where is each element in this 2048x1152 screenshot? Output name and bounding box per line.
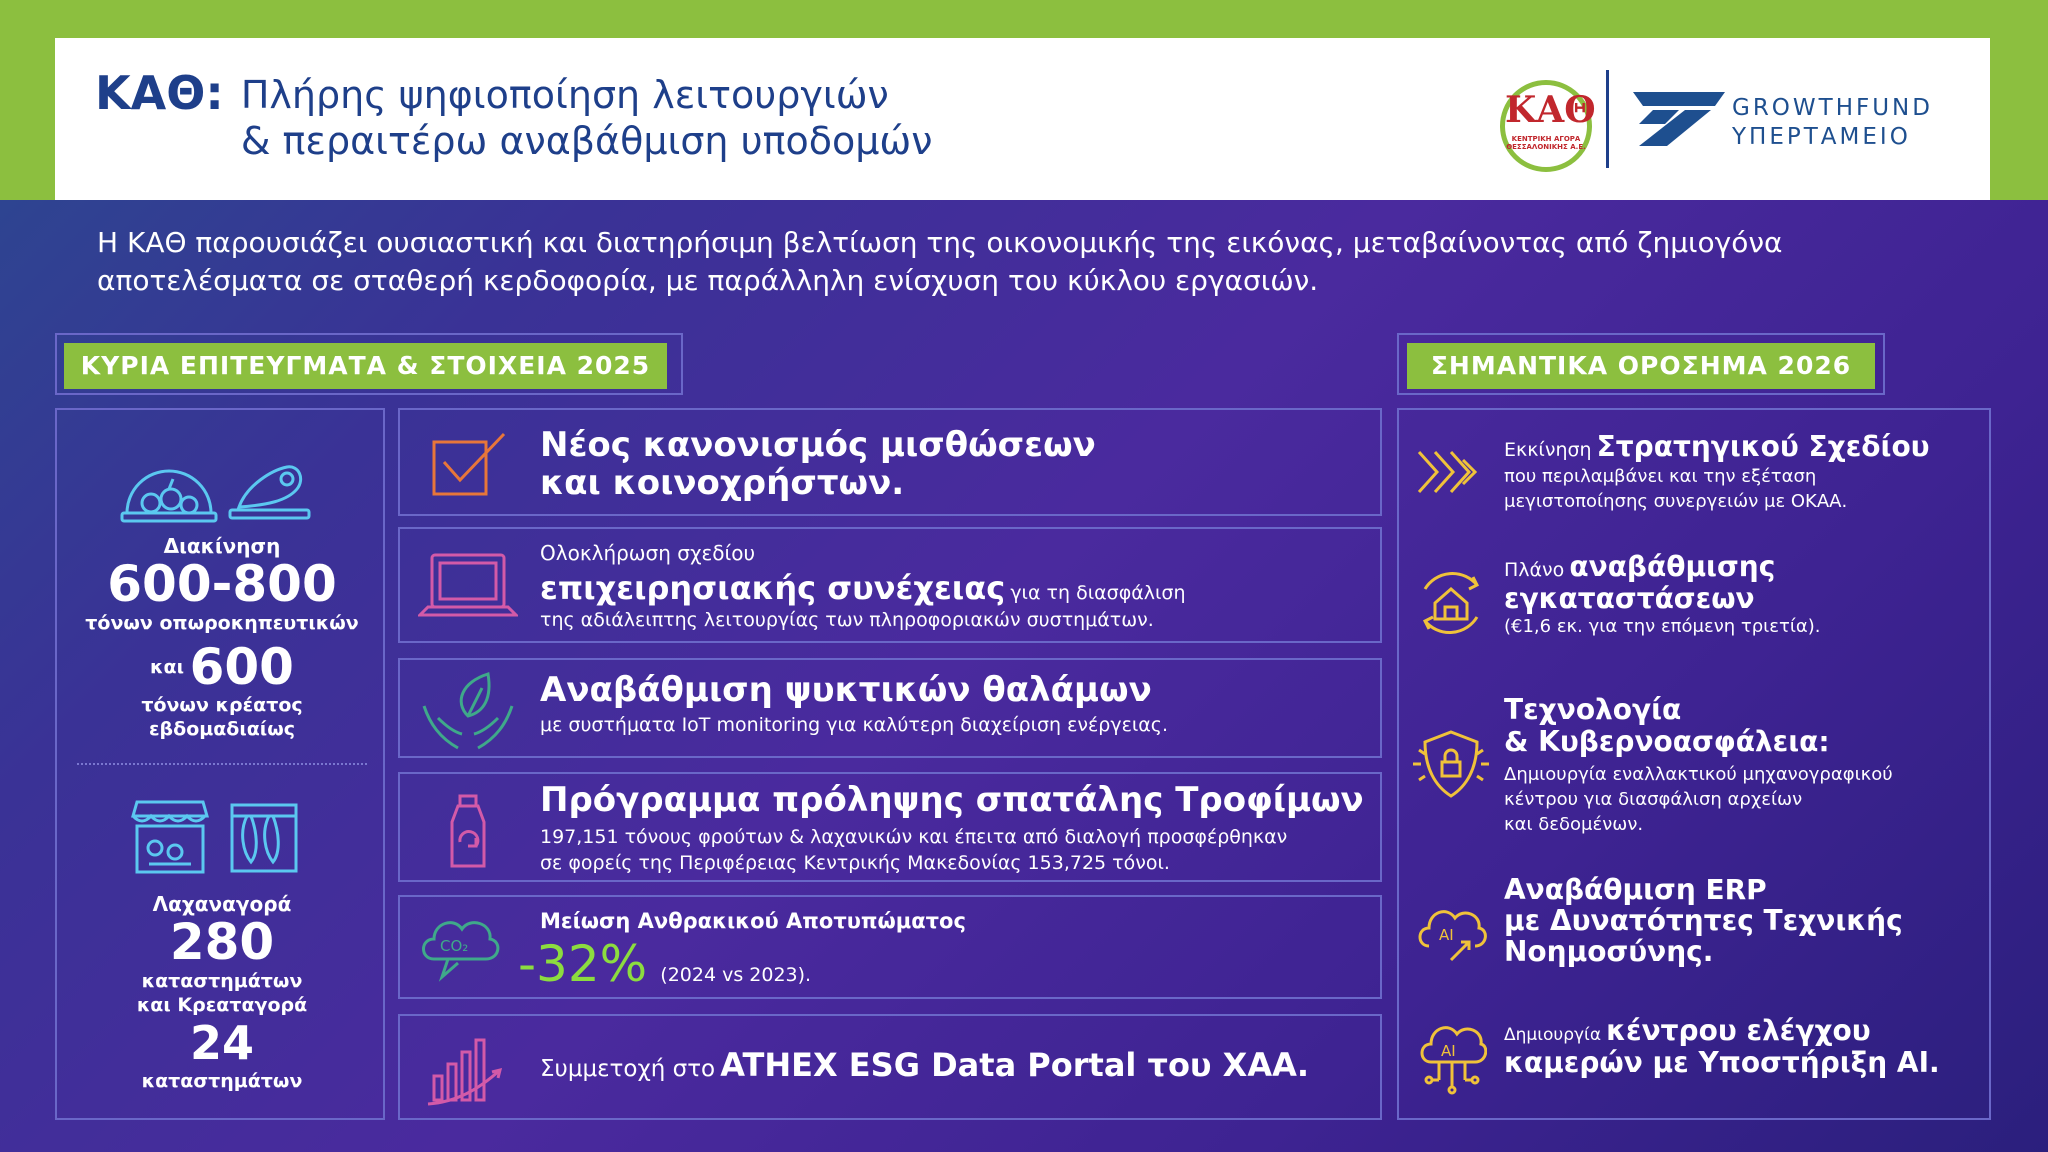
market-stall-icon [129,798,211,876]
carbon-note: (2024 vs 2023). [660,964,812,986]
esg-title: ATHEX ESG Data Portal του ΧΑΑ. [720,1046,1310,1084]
recycle-bottle-icon [438,792,498,872]
cooling-desc: με συστήματα IoT monitoring για καλύτερη διαχείριση ενέργειας. [540,714,1168,736]
page-title [95,66,932,164]
meat-value: 600 [189,638,294,696]
leasing-title-1: Νέος κανονισμός μισθώσεων [540,425,1096,465]
stats-column [55,408,385,1120]
erp-title-1: Αναβάθμιση ERP [1504,873,1767,906]
achievement-item-esg [398,1014,1382,1120]
meat-hanging-icon [229,802,299,874]
meat-cut-icon [227,455,312,525]
esg-pre: Συμμετοχή στο [540,1056,716,1082]
facilities-pre: Πλάνο [1504,559,1565,581]
cyber-title-2: & Κυβερνοασφάλεια: [1504,725,1830,758]
cooling-title: Αναβάθμιση ψυκτικών θαλάμων [540,670,1152,710]
and-word: και [150,656,184,678]
meat-market-label: και Κρεαταγορά [136,994,308,1016]
erp-title-3: Νοημοσύνης. [1504,935,1714,968]
meat-market-value: 24 [189,1016,254,1070]
cyber-line-1: Δημιουργία εναλλακτικού μηχανογραφικού [1504,764,1893,785]
achievement-item-cooling [398,658,1382,758]
meat-unit-1: τόνων κρέατος [141,694,303,716]
meat-market-unit: καταστημάτων [141,1070,303,1092]
strategy-title: Στρατηγικού Σχεδίου [1596,430,1930,463]
facilities-title: αναβάθμισης [1569,550,1776,583]
food-waste-line-1: 197,151 τόνους φρούτων & λαχανικών και έπειτα από διαλογή προσφέρθηκαν [540,826,1288,848]
right-section-label: ΣΗΜΑΝΤΙΚΑ ΟΡΟΣΗΜΑ 2026 [1407,343,1875,389]
growthfund-logo-text: GROWTHFUND ΥΠΕΡΤΑΜΕΙΟ [1732,95,1933,150]
facilities-title-2: εγκαταστάσεων [1504,582,1755,615]
continuity-pre: Ολοκλήρωση σχεδίου [540,541,756,565]
kath-logo: ΚΑΘ ΚΕΝΤΡΙΚΗ ΑΓΟΡΑ ΘΕΣΣΑΛΟΝΙΚΗΣ Α.Ε. [1500,80,1592,172]
milestones-column [1397,408,1991,1120]
cyber-line-3: και δεδομένων. [1504,814,1644,835]
handling-value: 600-800 [107,555,337,613]
achievement-item-carbon [398,895,1382,999]
continuity-title: επιχειρησιακής συνέχειας [540,569,1006,607]
handling-unit: τόνων οπωροκηπευτικών [85,612,359,634]
forward-chevrons-icon [1415,446,1487,498]
strategy-line-2: μεγιστοποίησης συνεργειών με ΟΚΑΑ. [1504,491,1848,512]
achievement-item-food-waste [398,772,1382,882]
market-value: 280 [169,913,275,971]
checkbox-check-icon [430,430,510,500]
produce-dome-icon [119,445,219,525]
title-abbreviation: ΚΑΘ: [95,66,224,120]
carbon-title: Μείωση Ανθρακικού Αποτυπώματος [540,909,966,933]
co2-cloud-icon [418,911,502,983]
continuity-desc: της αδιάλειπτης λειτουργίας των πληροφοριακών συστημάτων. [540,609,1154,631]
left-section-label: ΚΥΡΙΑ ΕΠΙΤΕΥΓΜΑΤΑ & ΣΤΟΙΧΕΙΑ 2025 [64,343,667,389]
home-upgrade-icon [1413,565,1489,641]
leasing-title-2: και κοινοχρήστων. [540,463,905,503]
title-line-2: & περαιτέρω αναβάθμιση υποδομών [240,119,933,163]
food-waste-title: Πρόγραμμα πρόληψης σπατάλης Τροφίμων [540,780,1364,820]
cameras-pre: Δημιουργία [1504,1025,1602,1045]
erp-title-2: με Δυνατότητες Τεχνικής [1504,904,1903,937]
svg-text:AI: AI [1439,926,1454,944]
achievement-item-leasing [398,408,1382,516]
cyber-line-2: κέντρου για διασφάλιση αρχείων [1504,789,1803,810]
ai-cloud-circuit-icon [1417,1022,1487,1096]
shield-lock-icon [1411,728,1491,800]
bar-growth-icon [426,1030,506,1108]
handling-label: Διακίνηση [163,534,281,558]
cameras-title-2: καμερών με Υποστήριξη ΑΙ. [1504,1046,1940,1079]
ai-cloud-icon [1415,900,1487,964]
svg-text:CO₂: CO₂ [440,937,469,955]
stats-divider [77,763,367,765]
continuity-tail: για τη διασφάλιση [1010,582,1186,604]
leaf-hands-icon [418,668,518,752]
svg-text:AI: AI [1441,1042,1456,1060]
strategy-line-1: που περιλαμβάνει και την εξέταση [1504,466,1817,487]
intro-paragraph: Η ΚΑΘ παρουσιάζει ουσιαστική και διατηρήσιμη βελτίωση της οικονομικής της εικόνας, μεταβαίνοντας από ζημιογόνα αποτελέσματα σε σταθερή κερδοφορία, με παράλληλη ενίσχυση του κύκλου εργασιών. [97,226,1783,297]
title-line-1: Πλήρης ψηφιοποίηση λειτουργιών [240,73,889,117]
market-unit: καταστημάτων [141,970,303,992]
achievement-item-continuity [398,527,1382,643]
facilities-desc: (€1,6 εκ. για την επόμενη τριετία). [1504,616,1821,637]
cameras-title: κέντρου ελέγχου [1606,1014,1871,1047]
meat-unit-2: εβδομαδιαίως [148,718,295,740]
logo-divider [1606,70,1609,168]
laptop-icon [418,551,518,626]
food-waste-line-2: σε φορείς της Περιφέρειας Κεντρικής Μακεδονίας 153,725 τόνοι. [540,852,1170,874]
market-label: Λαχαναγορά [152,892,292,916]
growthfund-logo-icon [1625,88,1730,150]
strategy-pre: Εκκίνηση [1504,439,1592,461]
carbon-value: -32% [518,935,648,993]
cyber-title-1: Τεχνολογία [1504,693,1682,726]
